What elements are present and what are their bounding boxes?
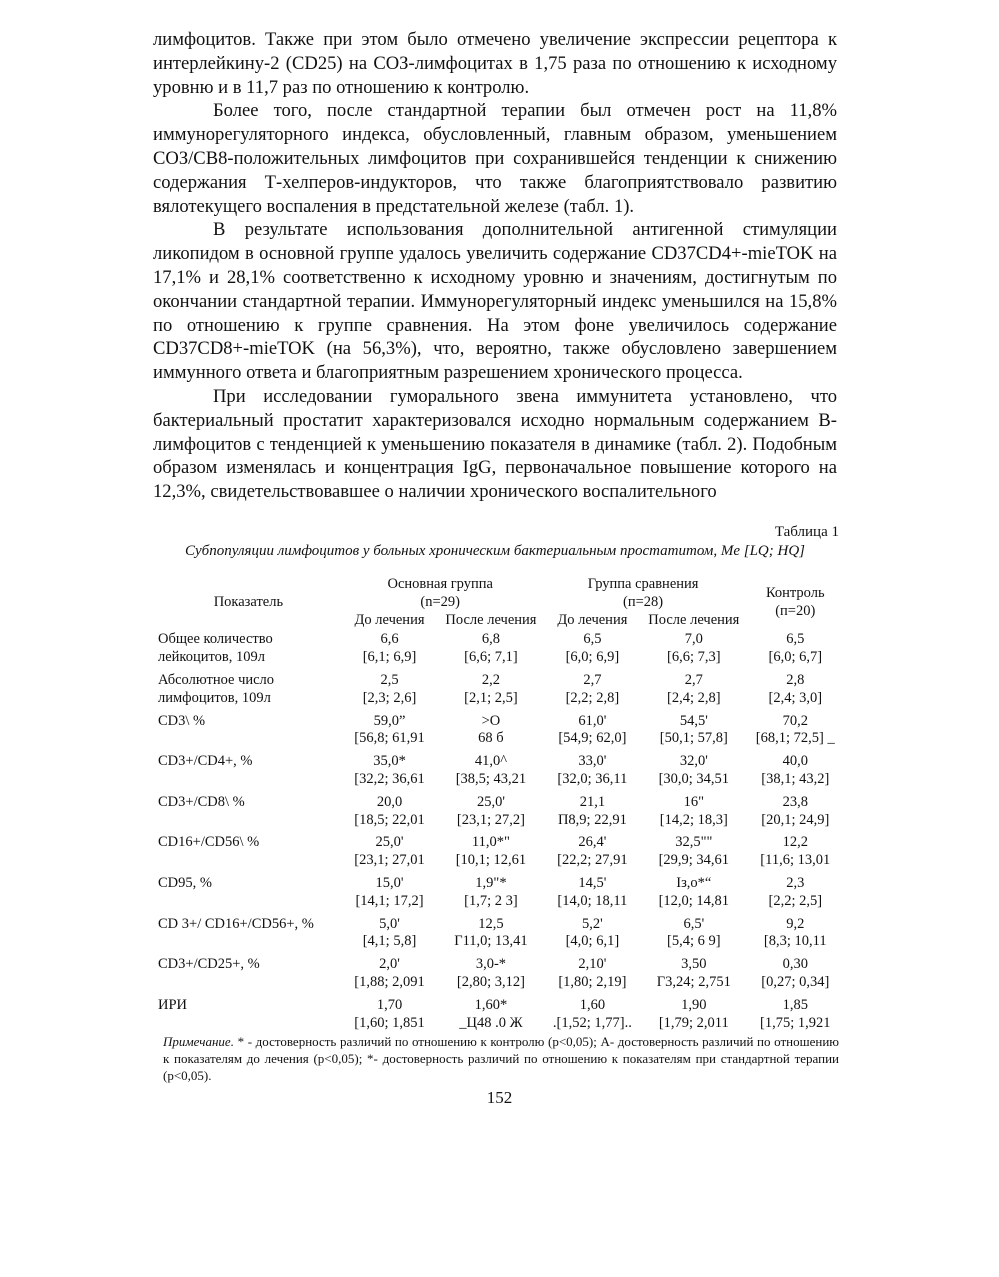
header-indicator: Показатель [213,593,284,610]
paragraph-3: В результате использования дополнительной антигенной стимуляции ликопидом в основной группе удалось увеличить содержание CD37CD4+-mieTOK на 17,1% и 28,1% соответственно к исходному уровню и значениям, достигнутым по окончании стандартной терапии. Иммунорегуляторный индекс уменьшился на 15,8% по отношению к группе сравнения. На этом фоне увеличилось содержание CD37CD8+-mieTOK (на 56,3%), что, вероятно, также обусловлено завершением иммунного ответа и благоприятным разрешением хронического процесса. [153,219,837,384]
cell-median: 2,3 [786,874,805,891]
cell-quartiles: [6,0; 6,9] [565,649,620,666]
cell-quartiles: [6,6; 7,3] [667,649,721,666]
table-cell [440,629,541,670]
cell-quartiles: [1,60; 1,851 [354,1014,425,1031]
row-label: CD 3+/ CD16+/CD56+, % [158,915,314,932]
cell-median: 0,30 [782,956,808,973]
cell-median: 32,0' [679,753,708,770]
cell-median: 61,0' [578,712,607,729]
table-cell [339,629,440,670]
cell-median: 12,2 [782,834,808,851]
table-row [158,751,846,792]
cell-quartiles: [30,0; 34,51 [658,770,730,787]
table-cell [542,792,643,833]
table-number: Таблица 1 [774,524,839,540]
table-cell [440,751,541,792]
cell-quartiles: [2,80; 3,12] [456,973,525,990]
cell-quartiles: [12,0; 14,81 [658,892,730,909]
cell-median: 1,70 [376,996,403,1013]
table-cell [440,914,541,955]
cell-quartiles: [29,9; 34,61 [658,852,730,869]
table-cell [339,954,440,995]
row-label: Абсолютное число лимфоцитов, 109л [158,671,275,706]
cell-median: 32,5"" [675,834,713,851]
cell-quartiles: [23,1; 27,01 [354,852,425,869]
cell-median: 14,5' [578,874,607,891]
cell-median: 6,8 [481,631,500,648]
body-text [153,28,837,504]
cell-quartiles: .[1,52; 1,77].. [552,1014,632,1031]
table-cell [440,670,541,711]
table-cell [542,711,643,752]
table-cell [339,873,440,914]
cell-median: 1,60* [474,996,508,1013]
table-row [158,711,846,752]
cell-quartiles: [6,1; 6,9] [362,649,417,666]
row-label: CD95, % [158,874,212,891]
row-label: CD3\ % [158,712,206,729]
table-note [163,1033,839,1084]
table-cell [542,873,643,914]
cell-median: 6,6 [380,631,399,648]
cell-quartiles: [2,2; 2,5] [768,892,823,909]
cell-quartiles: [2,4; 3,0] [768,689,823,706]
cell-median: 9,2 [786,915,805,932]
cell-quartiles: [38,1; 43,2] [761,770,830,787]
cell-median: 23,8 [782,793,808,810]
row-label: CD3+/CD8\ % [158,793,245,810]
cell-quartiles: [23,1; 27,2] [456,811,525,828]
table-cell [440,832,541,873]
cell-quartiles: [8,3; 10,11 [763,933,827,950]
cell-quartiles: [2,3; 2,6] [362,689,417,706]
row-label: ИРИ [158,996,188,1013]
header-main-before: До лечения [354,611,425,628]
table-cell [339,711,440,752]
table-cell [745,995,846,1036]
table-row [158,914,846,955]
row-label: CD16+/CD56\ % [158,834,260,851]
table-cell [542,751,643,792]
cell-median: Iз,о*“ [676,874,712,891]
cell-median: 5,2' [582,915,603,932]
table-cell [643,954,744,995]
header-main-group: Основная группа (n=29) [387,576,493,610]
cell-median: 54,5' [679,712,708,729]
cell-median: 20,0 [376,793,403,810]
table-cell [542,670,643,711]
paragraph-1: лимфоцитов. Также при этом было отмечено увеличение экспрессии рецептора к интерлейкину-2 (CD25) на СОЗ-лимфоцитах в 1,75 раза по отношению к исходному уровню и в 11,7 раз по отношению к контролю. [153,29,837,98]
table-cell [745,751,846,792]
cell-median: 40,0 [782,753,808,770]
cell-median: 6,5 [583,631,602,648]
table-cell [745,873,846,914]
note-text: * - достоверность различий по отношению к контролю (р<0,05); А- достоверность различий по отношению к показателям до лечения (р<0,05); *- достоверность различий по отношению к показателям при стандартной терапии (р<0,05). [163,1034,839,1083]
cell-median: 15,0' [375,874,404,891]
cell-quartiles: [32,2; 36,61 [354,770,425,787]
table-cell [745,670,846,711]
cell-quartiles: [0,27; 0,34] [761,973,830,990]
cell-quartiles: [5,4; 6 9] [667,933,721,950]
cell-quartiles: [1,79; 2,011 [658,1014,729,1031]
table-cell [745,711,846,752]
cell-median: 25,0' [476,793,505,810]
table-row [158,832,846,873]
table-cell [643,873,744,914]
cell-median: 33,0' [578,753,607,770]
table-cell [542,914,643,955]
cell-quartiles: 68 б [478,730,504,747]
cell-median: 2,7 [684,671,703,688]
cell-quartiles: [14,0; 18,11 [557,892,628,909]
cell-quartiles: [2,1; 2,5] [464,689,518,706]
cell-median: 2,10' [578,956,607,973]
cell-median: 2,0' [379,956,400,973]
table-cell [643,995,744,1036]
table-cell [440,873,541,914]
table-row [158,873,846,914]
table-cell [542,629,643,670]
table-cell [745,914,846,955]
cell-median: 3,0-* [475,956,507,973]
cell-median: 41,0^ [474,753,508,770]
cell-median: 5,0' [379,915,400,932]
cell-quartiles: [2,2; 2,8] [565,689,620,706]
table-cell [643,832,744,873]
table-row [158,954,846,995]
table-cell [542,832,643,873]
row-label: CD3+/CD4+, % [158,753,253,770]
cell-median: 12,5 [478,915,504,932]
table-cell [440,995,541,1036]
table-cell [339,670,440,711]
table-cell [745,832,846,873]
data-table [158,574,846,1035]
page-number: 152 [486,1088,513,1107]
cell-median: 2,7 [583,671,602,688]
cell-quartiles: [38,5; 43,21 [455,770,527,787]
cell-quartiles: [6,0; 6,7] [768,649,823,666]
cell-quartiles: [54,9; 62,0] [558,730,627,747]
cell-median: 2,5 [380,671,399,688]
header-control: Контроль (п=20) [765,584,825,619]
cell-quartiles: [11,6; 13,01 [760,852,831,869]
cell-quartiles: [14,2; 18,3] [659,811,728,828]
cell-quartiles: Г11,0; 13,41 [454,933,528,950]
table-row [158,629,846,670]
cell-median: 26,4' [578,834,607,851]
row-label: Общее количество лейкоцитов, 109л [158,631,273,666]
paragraph-2: Более того, после стандартной терапии был отмечен рост на 11,8% иммунорегуляторного индекса, обусловленный, главным образом, уменьшением СОЗ/СВ8-положительных лимфоцитов при сохранившейся тенденции к снижению содержания Т-хелперов-индукторов, что также благоприятствовало развитию вялотекущего воспаления в предстательной железе (табл. 1). [153,100,837,217]
cell-median: 1,9"* [475,874,507,891]
table-row [158,670,846,711]
table-title: Субпопуляции лимфоцитов у больных хроническим бактериальным простатитом, Me [LQ; HQ] [185,543,805,559]
table-cell [542,954,643,995]
table-cell [643,670,744,711]
table-cell [643,629,744,670]
cell-median: 2,8 [786,671,805,688]
table-cell [542,995,643,1036]
cell-median: 1,90 [681,996,707,1013]
table-cell [745,792,846,833]
cell-median: 6,5 [786,631,805,648]
note-prefix: Примечание. [163,1034,234,1049]
cell-quartiles: [1,75; 1,921 [760,1014,831,1031]
cell-quartiles: [32,0; 36,11 [557,770,628,787]
table-cell [339,832,440,873]
cell-median: 21,1 [579,793,606,810]
cell-quartiles: [10,1; 12,61 [455,852,527,869]
cell-median: 35,0* [373,753,406,770]
header-comparison-group: Группа сравнения (п=28) [587,576,699,610]
cell-quartiles: П8,9; 22,91 [557,811,627,828]
table-cell [643,751,744,792]
cell-quartiles: [68,1; 72,5] _ [755,730,835,747]
cell-quartiles: [18,5; 22,01 [354,811,425,828]
table-cell [440,954,541,995]
table-cell [643,711,744,752]
cell-quartiles: [14,1; 17,2] [355,892,424,909]
cell-median: >O [481,712,501,729]
cell-median: 25,0' [375,834,404,851]
table-cell [339,995,440,1036]
cell-quartiles: [56,8; 61,91 [354,730,425,747]
cell-median: 2,2 [481,671,500,688]
table-cell [440,792,541,833]
cell-quartiles: [20,1; 24,9] [761,811,830,828]
table-row [158,995,846,1036]
cell-quartiles: [1,7; 2 3] [464,892,518,909]
table-cell [643,792,744,833]
header-main-after: После лечения [445,611,537,628]
row-label: CD3+/CD25+, % [158,956,260,973]
table-cell [745,629,846,670]
cell-quartiles: [1,80; 2,19] [558,973,627,990]
cell-quartiles: [2,4; 2,8] [667,689,721,706]
cell-quartiles: [1,88; 2,091 [354,973,425,990]
cell-median: 11,0*" [471,834,510,851]
header-comparison-before: До лечения [557,611,628,628]
table-cell [643,914,744,955]
cell-quartiles: [6,6; 7,1] [464,649,518,666]
cell-median: 16" [683,793,705,810]
cell-median: 59,0” [373,712,406,729]
cell-median: 1,85 [782,996,808,1013]
cell-quartiles: _Ц48 .0 Ж [459,1014,523,1031]
cell-median: 6,5' [683,915,705,932]
table-cell [339,792,440,833]
table-row [158,792,846,833]
cell-quartiles: [4,1; 5,8] [362,933,417,950]
cell-median: 70,2 [782,712,808,729]
cell-median: 7,0 [684,631,703,648]
table-cell [339,751,440,792]
header-comparison-after: После лечения [648,611,740,628]
table-cell [339,914,440,955]
cell-median: 3,50 [681,956,707,973]
paragraph-4: При исследовании гуморального звена иммунитета установлено, что бактериальный простатит характеризовался исходно нормальным содержанием В-лимфоцитов с тенденцией к уменьшению показателя в динамике (табл. 2). Подобным образом изменялась и концентрация IgG, первоначальное повышение которого на 12,3%, свидетельствовавшее о наличии хронического воспалительного [153,385,837,503]
cell-quartiles: [22,2; 27,91 [557,852,628,869]
cell-median: 1,60 [579,996,606,1013]
table-cell [745,954,846,995]
cell-quartiles: [4,0; 6,1] [565,933,620,950]
cell-quartiles: [50,1; 57,8] [659,730,728,747]
table-cell [440,711,541,752]
cell-quartiles: Г3,24; 2,751 [656,973,731,990]
